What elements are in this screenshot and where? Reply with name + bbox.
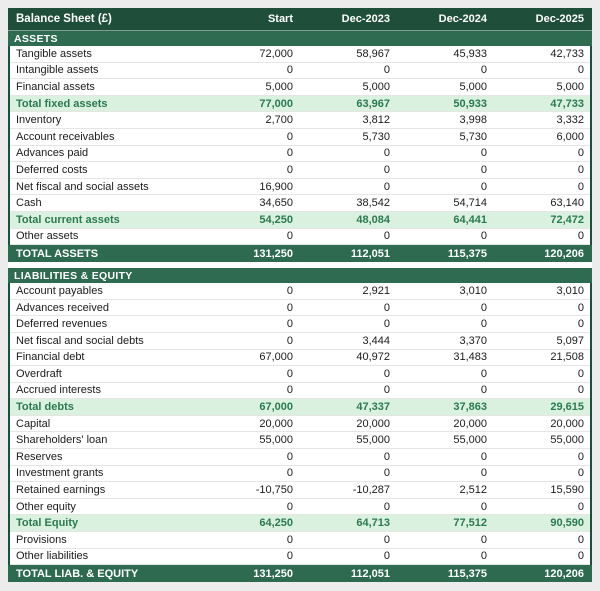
row-label: Financial assets <box>16 80 95 93</box>
row-label: Capital <box>16 417 51 430</box>
cell-value: 0 <box>480 367 487 380</box>
cell-value: 5,730 <box>459 130 487 143</box>
table-row <box>10 63 590 80</box>
row-label: Intangible assets <box>16 64 99 77</box>
cell-value: 0 <box>383 500 390 513</box>
cell-value: 0 <box>383 180 390 193</box>
cell-value: 45,933 <box>453 47 487 60</box>
cell-value: 0 <box>286 467 293 480</box>
cell-value: 48,084 <box>356 213 390 226</box>
subtotal-row <box>10 399 590 416</box>
cell-value: 0 <box>383 318 390 331</box>
cell-value: 20,000 <box>259 417 293 430</box>
cell-value: 0 <box>383 367 390 380</box>
cell-value: 115,375 <box>447 567 487 580</box>
column-header-dec-2024: Dec-2024 <box>438 13 487 25</box>
cell-value: 0 <box>577 147 584 160</box>
row-label: Inventory <box>16 114 62 127</box>
cell-value: 3,370 <box>459 334 487 347</box>
row-label: Other liabilities <box>16 550 89 563</box>
row-label: Retained earnings <box>16 484 106 497</box>
cell-value: 0 <box>383 384 390 397</box>
cell-value: 77,512 <box>453 517 487 530</box>
table-row <box>10 283 590 300</box>
cell-value: 55,000 <box>259 434 293 447</box>
column-header-dec-2023: Dec-2023 <box>341 13 390 25</box>
cell-value: 54,250 <box>259 213 293 226</box>
cell-value: -10,287 <box>352 484 390 497</box>
cell-value: 5,000 <box>265 80 293 93</box>
cell-value: 0 <box>480 533 487 546</box>
cell-value: 38,542 <box>356 197 390 210</box>
cell-value: 72,000 <box>259 47 293 60</box>
cell-value: 0 <box>577 367 584 380</box>
assets-block <box>8 8 592 262</box>
cell-value: 50,933 <box>453 97 487 110</box>
subtotal-row <box>10 212 590 229</box>
cell-value: 67,000 <box>259 351 293 364</box>
table-row <box>10 432 590 449</box>
cell-value: 0 <box>577 230 584 243</box>
balance-sheet-table <box>8 8 592 582</box>
cell-value: 0 <box>480 467 487 480</box>
cell-value: 112,051 <box>350 247 390 260</box>
cell-value: 3,444 <box>362 334 390 347</box>
cell-value: 0 <box>480 163 487 176</box>
table-row <box>10 316 590 333</box>
table-row <box>10 532 590 549</box>
table-row <box>10 383 590 400</box>
row-label: Shareholders' loan <box>16 434 108 447</box>
cell-value: 0 <box>577 384 584 397</box>
cell-value: 5,000 <box>459 80 487 93</box>
table-row <box>10 146 590 163</box>
table-row <box>10 179 590 196</box>
cell-value: 0 <box>383 301 390 314</box>
row-label: Provisions <box>16 533 67 546</box>
row-label: Net fiscal and social assets <box>16 180 149 193</box>
column-header-start: Start <box>267 13 293 25</box>
cell-value: 131,250 <box>253 247 293 260</box>
section-header: ASSETS <box>8 31 592 46</box>
cell-value: 2,700 <box>265 114 293 127</box>
subtotal-row <box>10 96 590 113</box>
table-row <box>10 466 590 483</box>
table-row <box>10 46 590 63</box>
row-label: Overdraft <box>16 367 62 380</box>
cell-value: 0 <box>577 500 584 513</box>
cell-value: 90,590 <box>550 517 584 530</box>
table-row <box>10 499 590 516</box>
cell-value: 0 <box>286 284 293 297</box>
row-label: Tangible assets <box>16 47 92 60</box>
cell-value: 0 <box>577 533 584 546</box>
cell-value: 0 <box>577 180 584 193</box>
cell-value: 0 <box>383 230 390 243</box>
table-row <box>10 162 590 179</box>
cell-value: 3,010 <box>556 284 584 297</box>
table-row <box>10 482 590 499</box>
cell-value: 120,206 <box>544 247 584 260</box>
cell-value: 63,140 <box>550 197 584 210</box>
cell-value: 55,000 <box>550 434 584 447</box>
cell-value: 131,250 <box>253 567 293 580</box>
row-label: Net fiscal and social debts <box>16 334 144 347</box>
cell-value: 5,000 <box>556 80 584 93</box>
table-row <box>10 195 590 212</box>
table-row <box>10 300 590 317</box>
cell-value: 0 <box>286 500 293 513</box>
section-header: LIABILITIES & EQUITY <box>8 268 592 283</box>
cell-value: 58,967 <box>356 47 390 60</box>
row-label: Total fixed assets <box>16 97 108 110</box>
cell-value: 34,650 <box>259 197 293 210</box>
cell-value: 0 <box>480 64 487 77</box>
row-label: Cash <box>16 197 42 210</box>
grand-total-row <box>8 245 592 262</box>
cell-value: 0 <box>480 180 487 193</box>
cell-value: 42,733 <box>550 47 584 60</box>
cell-value: 0 <box>577 318 584 331</box>
cell-value: 0 <box>480 147 487 160</box>
cell-value: 0 <box>286 450 293 463</box>
cell-value: 120,206 <box>544 567 584 580</box>
cell-value: 0 <box>577 450 584 463</box>
cell-value: 0 <box>286 230 293 243</box>
row-label: Deferred costs <box>16 163 88 176</box>
subtotal-row <box>10 515 590 532</box>
cell-value: 67,000 <box>259 401 293 414</box>
cell-value: 0 <box>286 130 293 143</box>
cell-value: 29,615 <box>550 401 584 414</box>
cell-value: 77,000 <box>259 97 293 110</box>
table-row <box>10 366 590 383</box>
cell-value: 20,000 <box>453 417 487 430</box>
cell-value: 0 <box>383 450 390 463</box>
cell-value: 64,441 <box>453 213 487 226</box>
cell-value: 0 <box>383 163 390 176</box>
cell-value: 47,733 <box>550 97 584 110</box>
cell-value: 0 <box>480 500 487 513</box>
cell-value: 63,967 <box>356 97 390 110</box>
cell-value: 0 <box>480 550 487 563</box>
cell-value: 40,972 <box>356 351 390 364</box>
cell-value: 0 <box>286 64 293 77</box>
row-label: Reserves <box>16 450 63 463</box>
cell-value: 0 <box>383 533 390 546</box>
row-label: Deferred revenues <box>16 318 108 331</box>
table-header-row <box>8 8 592 31</box>
cell-value: 0 <box>480 318 487 331</box>
cell-value: 2,512 <box>459 484 487 497</box>
cell-value: 0 <box>286 533 293 546</box>
row-label: TOTAL LIAB. & EQUITY <box>16 567 139 580</box>
cell-value: 20,000 <box>356 417 390 430</box>
cell-value: 0 <box>577 163 584 176</box>
cell-value: 0 <box>383 467 390 480</box>
cell-value: 0 <box>577 550 584 563</box>
cell-value: 0 <box>286 318 293 331</box>
cell-value: 72,472 <box>550 213 584 226</box>
row-label: Other equity <box>16 500 76 513</box>
row-label: Advances paid <box>16 147 89 160</box>
row-label: Total debts <box>16 401 74 414</box>
table-row <box>10 416 590 433</box>
row-label: Other assets <box>16 230 79 243</box>
cell-value: 3,332 <box>556 114 584 127</box>
cell-value: 0 <box>286 301 293 314</box>
cell-value: 47,337 <box>356 401 390 414</box>
row-label: Total current assets <box>16 213 120 226</box>
table-row <box>10 79 590 96</box>
cell-value: 5,097 <box>556 334 584 347</box>
table-row <box>10 449 590 466</box>
row-label: Total Equity <box>16 517 79 530</box>
column-header-dec-2025: Dec-2025 <box>535 13 584 25</box>
cell-value: 0 <box>577 64 584 77</box>
row-label: Advances received <box>16 301 109 314</box>
row-label: Investment grants <box>16 467 104 480</box>
cell-value: 112,051 <box>350 567 390 580</box>
row-label: Account payables <box>16 284 103 297</box>
cell-value: 0 <box>480 384 487 397</box>
cell-value: 5,000 <box>362 80 390 93</box>
cell-value: 64,250 <box>259 517 293 530</box>
cell-value: 0 <box>286 163 293 176</box>
cell-value: 3,010 <box>459 284 487 297</box>
cell-value: 0 <box>383 64 390 77</box>
grand-total-row <box>8 565 592 582</box>
cell-value: 0 <box>286 550 293 563</box>
row-label: Financial debt <box>16 351 85 364</box>
cell-value: 0 <box>480 450 487 463</box>
cell-value: 0 <box>286 334 293 347</box>
cell-value: 5,730 <box>362 130 390 143</box>
table-row <box>10 229 590 246</box>
row-label: Account receivables <box>16 130 115 143</box>
cell-value: 0 <box>286 147 293 160</box>
cell-value: 15,590 <box>550 484 584 497</box>
table-row <box>10 112 590 129</box>
table-row <box>10 549 590 566</box>
cell-value: 21,508 <box>550 351 584 364</box>
cell-value: 0 <box>480 230 487 243</box>
cell-value: 115,375 <box>447 247 487 260</box>
cell-value: 0 <box>577 301 584 314</box>
cell-value: 0 <box>383 550 390 563</box>
cell-value: 2,921 <box>362 284 390 297</box>
cell-value: 0 <box>286 384 293 397</box>
cell-value: 55,000 <box>356 434 390 447</box>
cell-value: 0 <box>480 301 487 314</box>
cell-value: 37,863 <box>453 401 487 414</box>
table-row <box>10 333 590 350</box>
cell-value: 64,713 <box>356 517 390 530</box>
liabilities-equity-block <box>8 268 592 582</box>
cell-value: 16,900 <box>259 180 293 193</box>
cell-value: 31,483 <box>453 351 487 364</box>
cell-value: 20,000 <box>550 417 584 430</box>
table-title: Balance Sheet (£) <box>16 13 112 25</box>
cell-value: 3,998 <box>459 114 487 127</box>
cell-value: 3,812 <box>362 114 390 127</box>
cell-value: -10,750 <box>255 484 293 497</box>
cell-value: 54,714 <box>453 197 487 210</box>
table-row <box>10 129 590 146</box>
cell-value: 55,000 <box>453 434 487 447</box>
cell-value: 0 <box>577 467 584 480</box>
row-label: Accrued interests <box>16 384 101 397</box>
table-row <box>10 350 590 367</box>
cell-value: 0 <box>286 367 293 380</box>
cell-value: 6,000 <box>556 130 584 143</box>
row-label: TOTAL ASSETS <box>16 247 99 260</box>
cell-value: 0 <box>383 147 390 160</box>
